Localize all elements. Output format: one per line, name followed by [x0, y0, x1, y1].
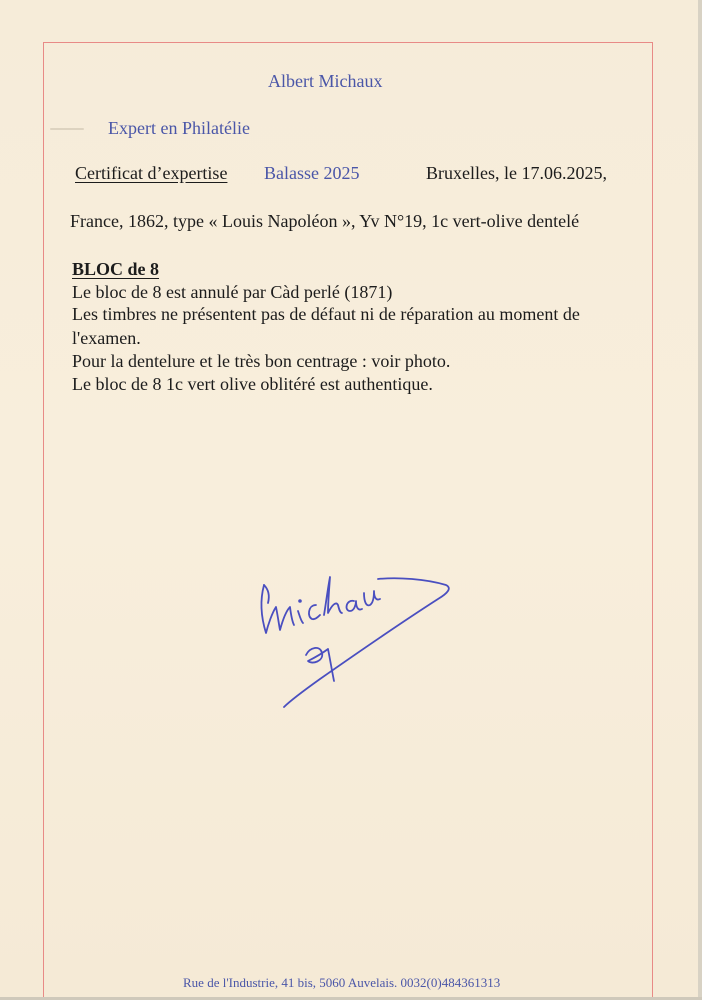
body-line-2: Les timbres ne présentent pas de défaut ni de réparation au moment de [72, 304, 580, 324]
paper-mark [50, 128, 84, 130]
expert-subtitle: Expert en Philatélie [108, 118, 250, 138]
body-line-1: Le bloc de 8 est annulé par Càd perlé (1871) [72, 282, 393, 302]
stamp-description: France, 1862, type « Louis Napoléon », Yv N°19, 1c vert-olive dentelé [70, 211, 580, 231]
body-line-4: Pour la dentelure et le très bon centrage : voir photo. [72, 351, 451, 371]
footer-address: Rue de l'Industrie, 41 bis, 5060 Auvelais. 0032(0)484361313 [183, 975, 501, 990]
bloc-heading: BLOC de 8 [72, 259, 160, 279]
body-line-3: l'examen. [72, 328, 141, 348]
body-line-5: Le bloc de 8 1c vert olive oblitéré est authentique. [72, 374, 433, 394]
expert-name: Albert Michaux [268, 71, 383, 91]
handwritten-signature [250, 555, 460, 715]
place-date: Bruxelles, le 17.06.2025, [426, 163, 607, 183]
certificate-reference: Balasse 2025 [264, 163, 360, 183]
scan-edge [698, 0, 702, 1000]
certificate-title: Certificat d’expertise [75, 163, 228, 183]
page-border [43, 42, 653, 998]
